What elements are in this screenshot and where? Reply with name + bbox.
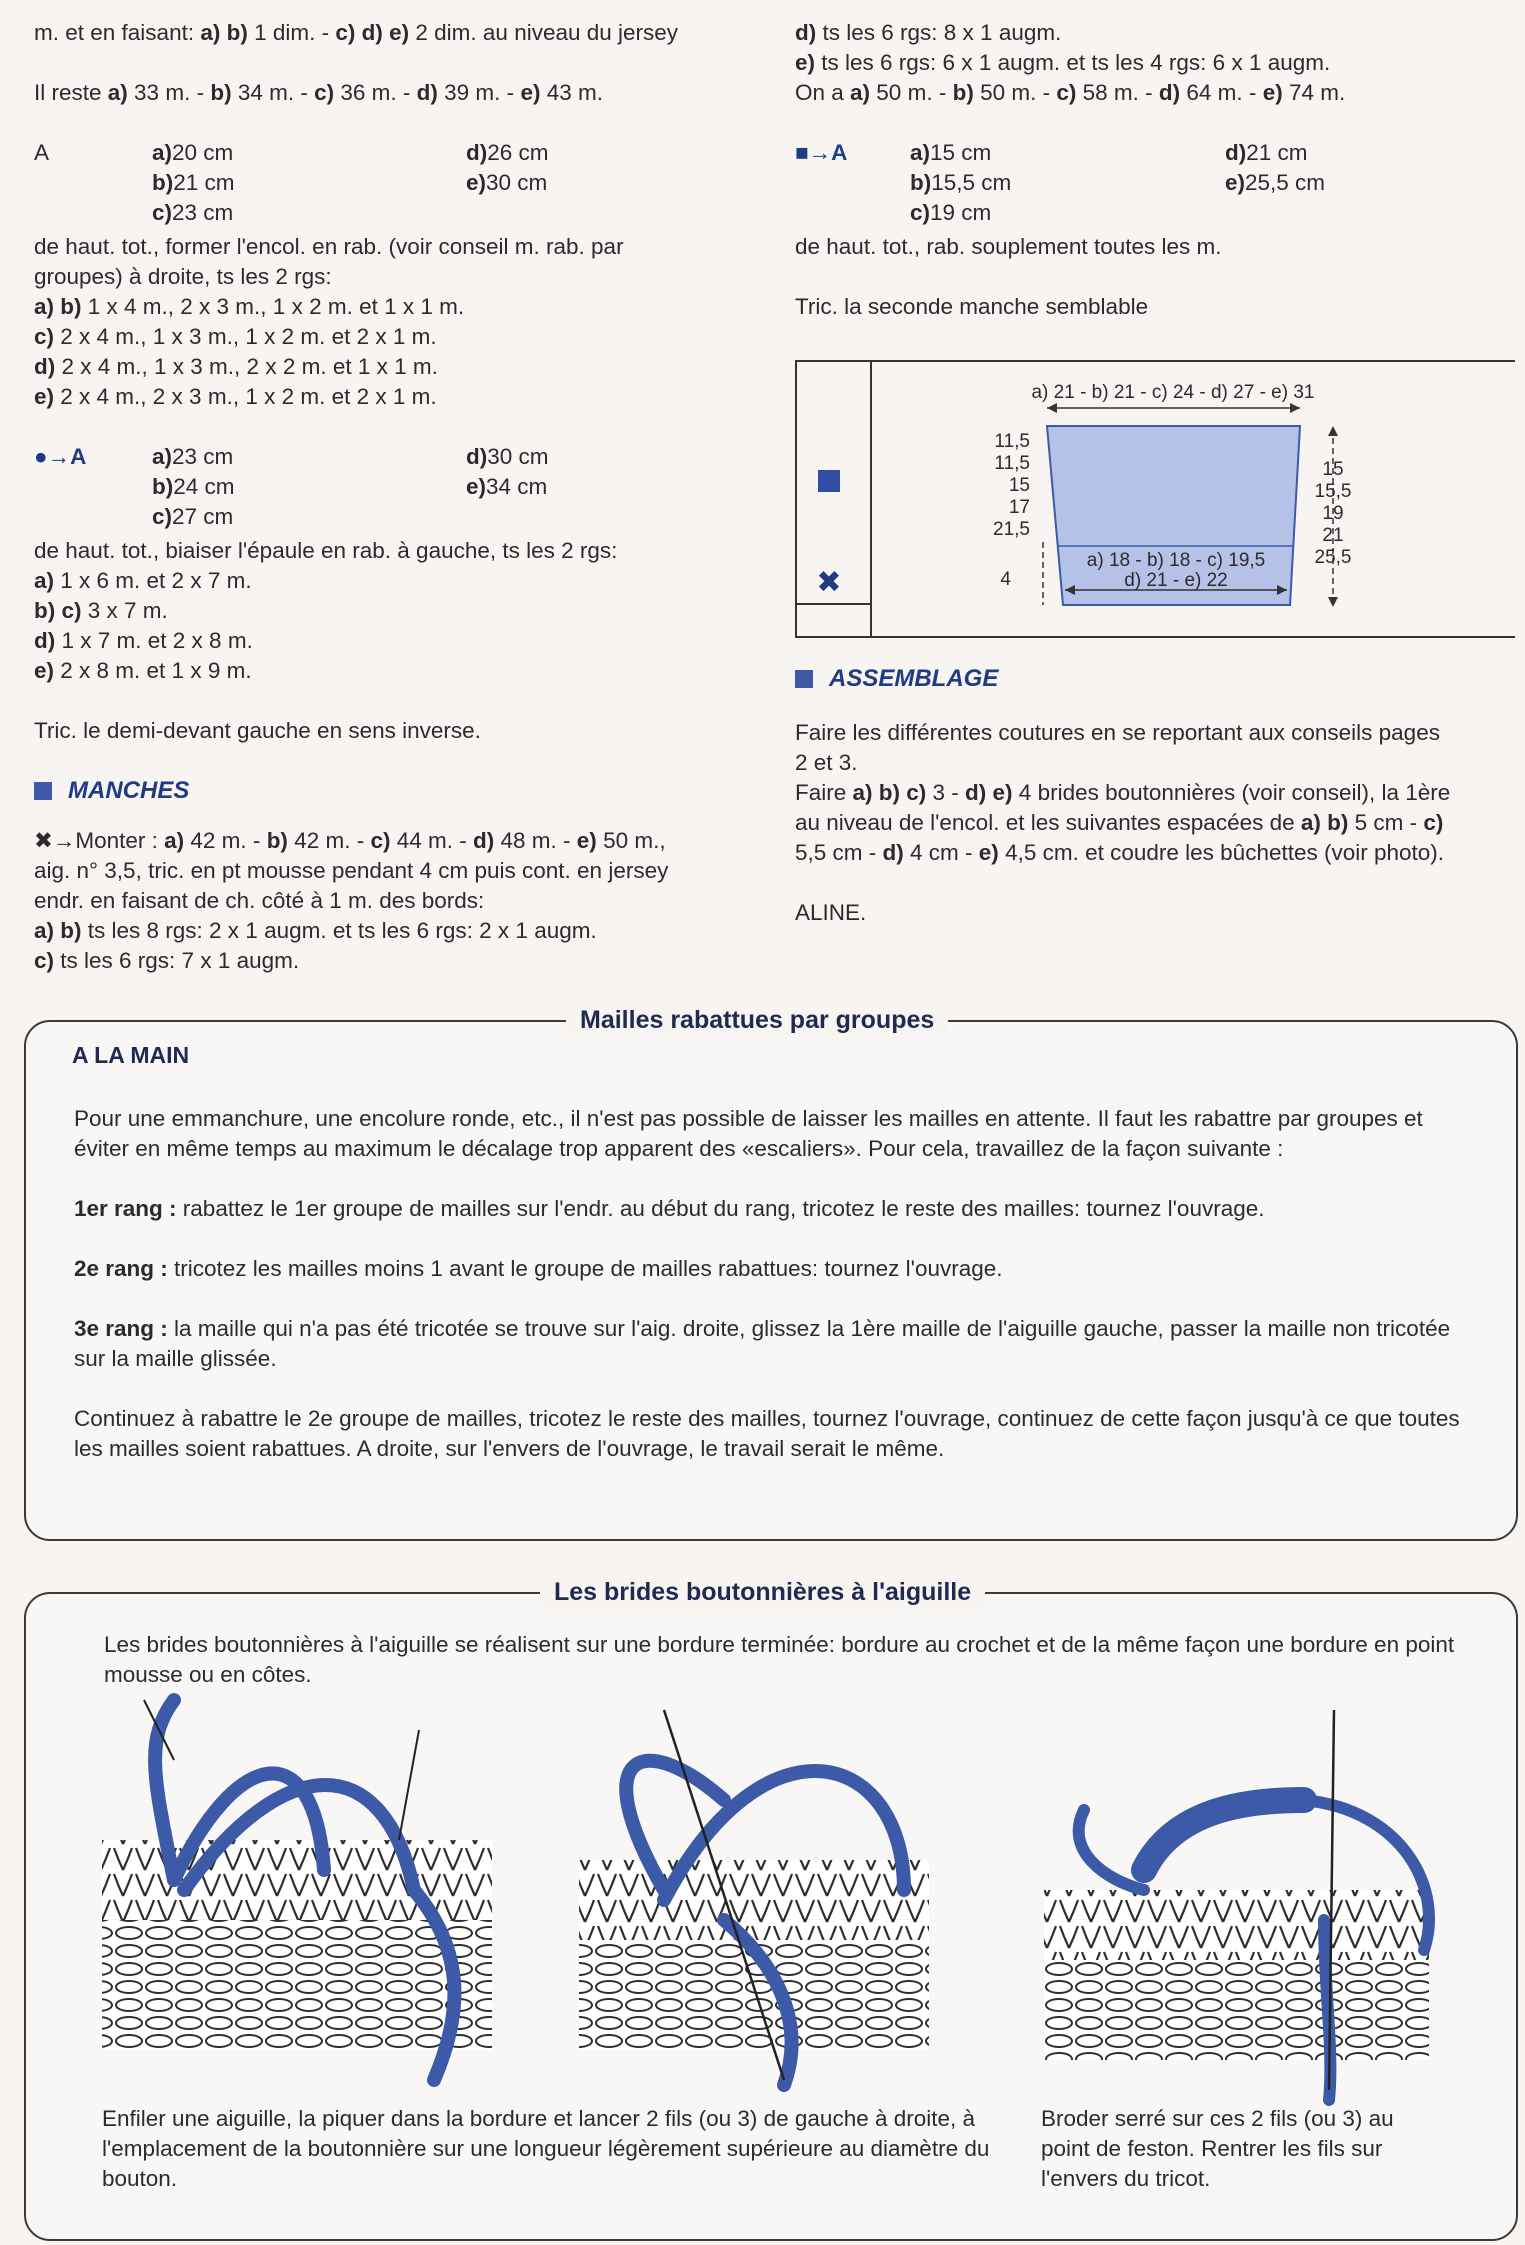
- garter-height: 4: [1000, 569, 1011, 590]
- size-marker: d): [1158, 80, 1181, 105]
- text-run: On a: [795, 80, 851, 105]
- left-height-a: 11,5: [994, 431, 1030, 452]
- text-line: [34, 262, 769, 292]
- size-marker: b) c): [34, 598, 82, 623]
- measure-value: 34 cm: [486, 474, 548, 499]
- assembly-instructions: [795, 718, 1515, 868]
- sleeves-instructions: [34, 826, 769, 976]
- section-heading-text: MANCHES: [68, 777, 190, 804]
- text-run: 39 m. -: [437, 80, 521, 105]
- top-width-label: a) 21 - b) 21 - c) 24 - d) 27 - e) 31: [1031, 382, 1315, 403]
- measure-value: 30 cm: [486, 170, 548, 195]
- left-height-b: 11,5: [994, 453, 1030, 474]
- text-line: [795, 808, 1515, 838]
- size-marker: e): [978, 840, 999, 865]
- right-height-a: 15: [1322, 459, 1344, 480]
- buttonhole-illustrations: [24, 1690, 1514, 2110]
- text-run: de haut. tot., former l'encol. en rab. (voir conseil m. rab. par: [34, 234, 624, 259]
- size-marker: c): [34, 948, 55, 973]
- size-marker: b): [952, 80, 974, 105]
- size-marker: e): [34, 658, 55, 683]
- measure-value: 15,5 cm: [931, 170, 1012, 195]
- sleeve-schematic: [795, 360, 1515, 638]
- text-run: 58 m. -: [1076, 80, 1159, 105]
- illustration-step-3: [1044, 1710, 1429, 2100]
- size-marker: e): [34, 384, 55, 409]
- size-marker: a) b): [1300, 810, 1349, 835]
- measure-value: 26 cm: [487, 140, 549, 165]
- measure-b: [910, 168, 1012, 198]
- text-run: 50 m.,: [596, 828, 666, 853]
- row-label: 2e rang :: [74, 1256, 168, 1281]
- square-bullet-icon: [795, 670, 813, 688]
- tip-row-3: [74, 1314, 1484, 1374]
- text-run: 2 x 4 m., 1 x 3 m., 1 x 2 m. et 2 x 1 m.: [54, 324, 437, 349]
- knit-fabric: [102, 1920, 492, 2050]
- measure-value: 25,5 cm: [1245, 170, 1326, 195]
- size-marker: e): [466, 170, 487, 195]
- measure-value: 30 cm: [487, 444, 549, 469]
- measure-c: [910, 198, 992, 228]
- size-marker: c): [1056, 80, 1077, 105]
- text-run: 5,5 cm -: [795, 840, 883, 865]
- text-line: [34, 946, 769, 976]
- text-run: 33 m. -: [127, 80, 211, 105]
- size-marker: b): [266, 828, 288, 853]
- text-run: 1 x 4 m., 2 x 3 m., 1 x 2 m. et 1 x 1 m.: [81, 294, 465, 319]
- right-column: [795, 18, 1507, 352]
- measure-value: 19 cm: [930, 200, 992, 225]
- measure-b: [152, 168, 235, 198]
- text-run: 42 m. -: [287, 828, 371, 853]
- second-sleeve-note: Tric. la seconde manche semblable: [795, 294, 1149, 319]
- size-marker: c): [152, 200, 173, 225]
- text-line: [34, 886, 769, 916]
- text-run: 42 m. -: [184, 828, 267, 853]
- size-marker: e): [795, 50, 816, 75]
- text-run: 1 dim. -: [247, 20, 336, 45]
- right-height-d: 21: [1322, 525, 1344, 546]
- right-height-b: 15,5: [1314, 481, 1352, 502]
- left-height-e: 21,5: [993, 519, 1030, 540]
- size-marker: c): [370, 828, 391, 853]
- text-line: [34, 856, 769, 886]
- text-run: 64 m. -: [1180, 80, 1263, 105]
- size-marker: c): [152, 504, 173, 529]
- text-run: 44 m. -: [390, 828, 474, 853]
- knit-border: [1044, 1890, 1429, 1960]
- measure-value: 20 cm: [172, 140, 234, 165]
- size-marker: d): [416, 80, 438, 105]
- size-marker: d): [34, 628, 56, 653]
- text-line: [795, 778, 1515, 808]
- size-marker: d): [34, 354, 56, 379]
- text-run: Faire: [795, 780, 853, 805]
- right-height-c: 19: [1322, 503, 1344, 524]
- size-marker: d): [882, 840, 904, 865]
- size-marker: a): [910, 140, 931, 165]
- size-marker: c): [314, 80, 335, 105]
- measure-label: A: [34, 140, 50, 165]
- row-label: 3e rang :: [74, 1316, 168, 1341]
- tip-row-2: [74, 1254, 1484, 1284]
- sleeve-increase-instructions: [795, 18, 1507, 108]
- measure-d: [466, 138, 549, 168]
- text-line: [795, 48, 1507, 78]
- size-marker: a) b) c): [852, 780, 927, 805]
- measure-e: [466, 472, 548, 502]
- text-run: groupes) à droite, ts les 2 rgs:: [34, 264, 332, 289]
- text-run: 50 m. -: [973, 80, 1057, 105]
- measure-value: 23 cm: [172, 200, 234, 225]
- text-run: 4 brides boutonnières (voir conseil), la 1ère: [1012, 780, 1451, 805]
- illustration-step-2: [579, 1710, 929, 2085]
- knit-fabric: [1044, 1960, 1429, 2060]
- tip-intro: Pour une emmanchure, une encolure ronde, etc., il n'est pas possible de laisser les mailles en attente. Il faut les rabattre par groupes et éviter en même temps au maximum le décalage trop apparent des «escaliers». Pour cela, travaillez de la façon suivante :: [74, 1106, 1423, 1161]
- text-run: 34 m. -: [231, 80, 315, 105]
- size-marker: d): [473, 828, 495, 853]
- measure-value: 24 cm: [173, 474, 235, 499]
- bottom-width-label: a) 18 - b) 18 - c) 19,5: [1086, 550, 1266, 571]
- measure-a: [152, 138, 234, 168]
- text-line: [795, 748, 1515, 778]
- bottom-width-label: d) 21 - e) 22: [1124, 570, 1228, 591]
- caption-right: Broder serré sur ces 2 fils (ou 3) au point de feston. Rentrer les fils sur l'envers du tricot.: [1041, 2106, 1394, 2191]
- text-line: [795, 838, 1515, 868]
- measure-value: 15 cm: [930, 140, 992, 165]
- text-run: Faire les différentes coutures en se reportant aux conseils pages: [795, 720, 1440, 745]
- text-run: m. et en faisant:: [34, 20, 201, 45]
- text-line: [34, 596, 769, 626]
- intro-remaining: [34, 78, 769, 108]
- text-run: 50 m. -: [870, 80, 953, 105]
- left-column: [34, 18, 769, 1006]
- text-run: 74 m.: [1282, 80, 1346, 105]
- size-marker: d): [795, 20, 817, 45]
- needle-icon: [399, 1730, 419, 1840]
- arrow-down-icon: [1328, 597, 1338, 607]
- tip-outro: Continuez à rabattre le 2e groupe de mailles, tricotez le reste des mailles, tournez l'ouvrage, continuez de cette façon jusqu'à ce que toutes les mailles soient rabattues. A droite, sur l'envers de l'ouvrage, le travail serait le même.: [74, 1406, 1460, 1461]
- size-marker: a) b): [34, 294, 82, 319]
- measure-a: [910, 138, 992, 168]
- text-run: 3 x 7 m.: [81, 598, 168, 623]
- text-run: 2 et 3.: [795, 750, 858, 775]
- left-height-d: 17: [1008, 497, 1030, 518]
- measure-d: [466, 442, 549, 472]
- text-run: 1 x 6 m. et 2 x 7 m.: [54, 568, 252, 593]
- measure-d: [1225, 138, 1308, 168]
- neckline-instructions: [34, 232, 769, 412]
- size-marker: e): [1262, 80, 1283, 105]
- measure-a: [152, 442, 234, 472]
- bind-off-note: de haut. tot., rab. souplement toutes les m.: [795, 234, 1222, 259]
- text-line: [34, 232, 769, 262]
- measurement-block-2: [34, 442, 769, 534]
- tip-box-body: [74, 1104, 1484, 1464]
- arrow-up-icon: [1328, 426, 1338, 436]
- measure-value: 23 cm: [172, 444, 234, 469]
- text-run: 43 m.: [540, 80, 603, 105]
- text-run: ts les 6 rgs: 8 x 1 augm.: [816, 20, 1062, 45]
- size-marker: c): [910, 200, 931, 225]
- measure-e: [466, 168, 548, 198]
- text-line: [34, 352, 769, 382]
- size-marker: c): [34, 324, 55, 349]
- measure-b: [152, 472, 235, 502]
- text-run: 1 x 7 m. et 2 x 8 m.: [55, 628, 253, 653]
- size-marker: c) d) e): [335, 20, 410, 45]
- measure-value: 27 cm: [172, 504, 234, 529]
- size-marker: d): [1225, 140, 1247, 165]
- size-marker: b): [152, 170, 174, 195]
- row-label: 1er rang :: [74, 1196, 177, 1221]
- measure-e: [1225, 168, 1326, 198]
- size-marker: c): [1423, 810, 1444, 835]
- caption-left: Enfiler une aiguille, la piquer dans la bordure et lancer 2 fils (ou 3) de gauche à droite, à l'emplacement de la boutonnière sur une longueur légèrement supérieure au diamètre du bouton.: [102, 2106, 990, 2191]
- size-marker: a): [164, 828, 185, 853]
- intro-line: [34, 18, 769, 48]
- shoulder-instructions: [34, 536, 769, 686]
- text-run: ✖→Monter :: [34, 828, 165, 853]
- text-line: [34, 566, 769, 596]
- size-marker: b): [210, 80, 232, 105]
- assemblage-section: [795, 664, 1515, 958]
- tip-box-title: Mailles rabattues par groupes: [566, 1005, 948, 1035]
- text-run: ts les 6 rgs: 6 x 1 augm. et ts les 4 rgs: 6 x 1 augm.: [815, 50, 1331, 75]
- text-line: [34, 292, 769, 322]
- text-run: 2 dim. au niveau du jersey: [409, 20, 679, 45]
- size-marker: a) b): [34, 918, 82, 943]
- size-marker: d): [466, 444, 488, 469]
- measure-value: 21 cm: [1246, 140, 1308, 165]
- size-marker: a): [152, 444, 173, 469]
- measure-label: ●→A: [34, 444, 87, 469]
- text-run: 3 -: [926, 780, 966, 805]
- size-marker: a): [152, 140, 173, 165]
- row-text: rabattez le 1er groupe de mailles sur l'endr. au début du rang, tricotez le reste des mailles: tournez l'ouvrage.: [176, 1196, 1265, 1221]
- size-marker: d): [466, 140, 488, 165]
- size-marker: a) b): [200, 20, 248, 45]
- section-heading-text: ASSEMBLAGE: [829, 665, 999, 692]
- tip-row-1: [74, 1194, 1484, 1224]
- size-marker: e): [1225, 170, 1246, 195]
- text-run: aig. n° 3,5, tric. en pt mousse pendant 4 cm puis cont. en jersey: [34, 858, 669, 883]
- text-run: 4 cm -: [903, 840, 979, 865]
- knit-border: [579, 1860, 929, 1940]
- text-run: ts les 8 rgs: 2 x 1 augm. et ts les 6 rgs: 2 x 1 augm.: [81, 918, 597, 943]
- square-symbol-icon: [818, 470, 840, 492]
- size-marker: a): [850, 80, 871, 105]
- measure-value: 21 cm: [173, 170, 235, 195]
- text-line: [34, 382, 769, 412]
- arrow-right-icon: [1290, 403, 1300, 413]
- illustration-step-1: [102, 1700, 492, 2080]
- text-run: au niveau de l'encol. et les suivantes espacées de: [795, 810, 1301, 835]
- measurement-block-1: [34, 138, 769, 230]
- text-run: 36 m. -: [334, 80, 417, 105]
- section-heading-manches: [34, 776, 769, 806]
- tip-box-title: Les brides boutonnières à l'aiguille: [540, 1577, 985, 1607]
- text-run: 2 x 4 m., 2 x 3 m., 1 x 2 m. et 2 x 1 m.: [54, 384, 437, 409]
- text-run: 2 x 8 m. et 1 x 9 m.: [54, 658, 252, 683]
- square-bullet-icon: [34, 782, 52, 800]
- size-marker: a): [107, 80, 128, 105]
- text-run: endr. en faisant de ch. côté à 1 m. des bords:: [34, 888, 485, 913]
- cross-symbol-icon: ✖: [816, 566, 842, 599]
- buttonhole-loop: [1144, 1800, 1304, 1870]
- text-line: [795, 18, 1507, 48]
- text-run: de haut. tot., biaiser l'épaule en rab. à gauche, ts les 2 rgs:: [34, 538, 618, 563]
- text-run: 5 cm -: [1348, 810, 1424, 835]
- row-text: tricotez les mailles moins 1 avant le groupe de mailles rabattues: tournez l'ouvrage.: [167, 1256, 1003, 1281]
- left-height-labels: [993, 431, 1030, 590]
- text-line: [795, 718, 1515, 748]
- size-marker: d) e): [965, 780, 1013, 805]
- arrow-left-icon: [1047, 403, 1057, 413]
- size-marker: e): [520, 80, 541, 105]
- text-line: [34, 536, 769, 566]
- text-line: [795, 78, 1507, 108]
- size-marker: b): [152, 474, 174, 499]
- tip-box-bind-off: [24, 1006, 1518, 1541]
- text-line: [34, 322, 769, 352]
- text-line: [34, 916, 769, 946]
- measure-c: [152, 502, 234, 532]
- text-run: 48 m. -: [494, 828, 577, 853]
- text-run: ts les 6 rgs: 7 x 1 augm.: [54, 948, 300, 973]
- text-run: 2 x 4 m., 1 x 3 m., 2 x 2 m. et 1 x 1 m.: [55, 354, 438, 379]
- right-height-e: 25,5: [1314, 547, 1352, 568]
- size-marker: a): [34, 568, 55, 593]
- right-height-labels: [1315, 459, 1352, 568]
- text-line: [34, 626, 769, 656]
- designer-signature: ALINE.: [795, 900, 867, 925]
- measure-label: ■→A: [795, 140, 848, 165]
- measure-c: [152, 198, 234, 228]
- text-line: [34, 826, 769, 856]
- text-line: [34, 656, 769, 686]
- size-marker: e): [576, 828, 597, 853]
- row-text: la maille qui n'a pas été tricotée se trouve sur l'aig. droite, glissez la 1ère maille de l'aiguille gauche, passer la maille non tricotée sur la maille glissée.: [74, 1316, 1451, 1371]
- text-run: 4,5 cm. et coudre les bûchettes (voir photo).: [998, 840, 1445, 865]
- text-run: Il reste: [34, 80, 108, 105]
- left-front-note: Tric. le demi-devant gauche en sens inverse.: [34, 718, 481, 743]
- tip-box-subtitle: A LA MAIN: [72, 1042, 190, 1068]
- measurement-block-3: [795, 138, 1507, 230]
- left-height-c: 15: [1008, 475, 1030, 496]
- section-heading-assemblage: [795, 664, 1515, 694]
- tip-box-intro: Les brides boutonnières à l'aiguille se réalisent sur une bordure terminée: bordure au crochet et de la même façon une bordure en point mousse ou en côtes.: [104, 1632, 1455, 1687]
- size-marker: b): [910, 170, 932, 195]
- size-marker: e): [466, 474, 487, 499]
